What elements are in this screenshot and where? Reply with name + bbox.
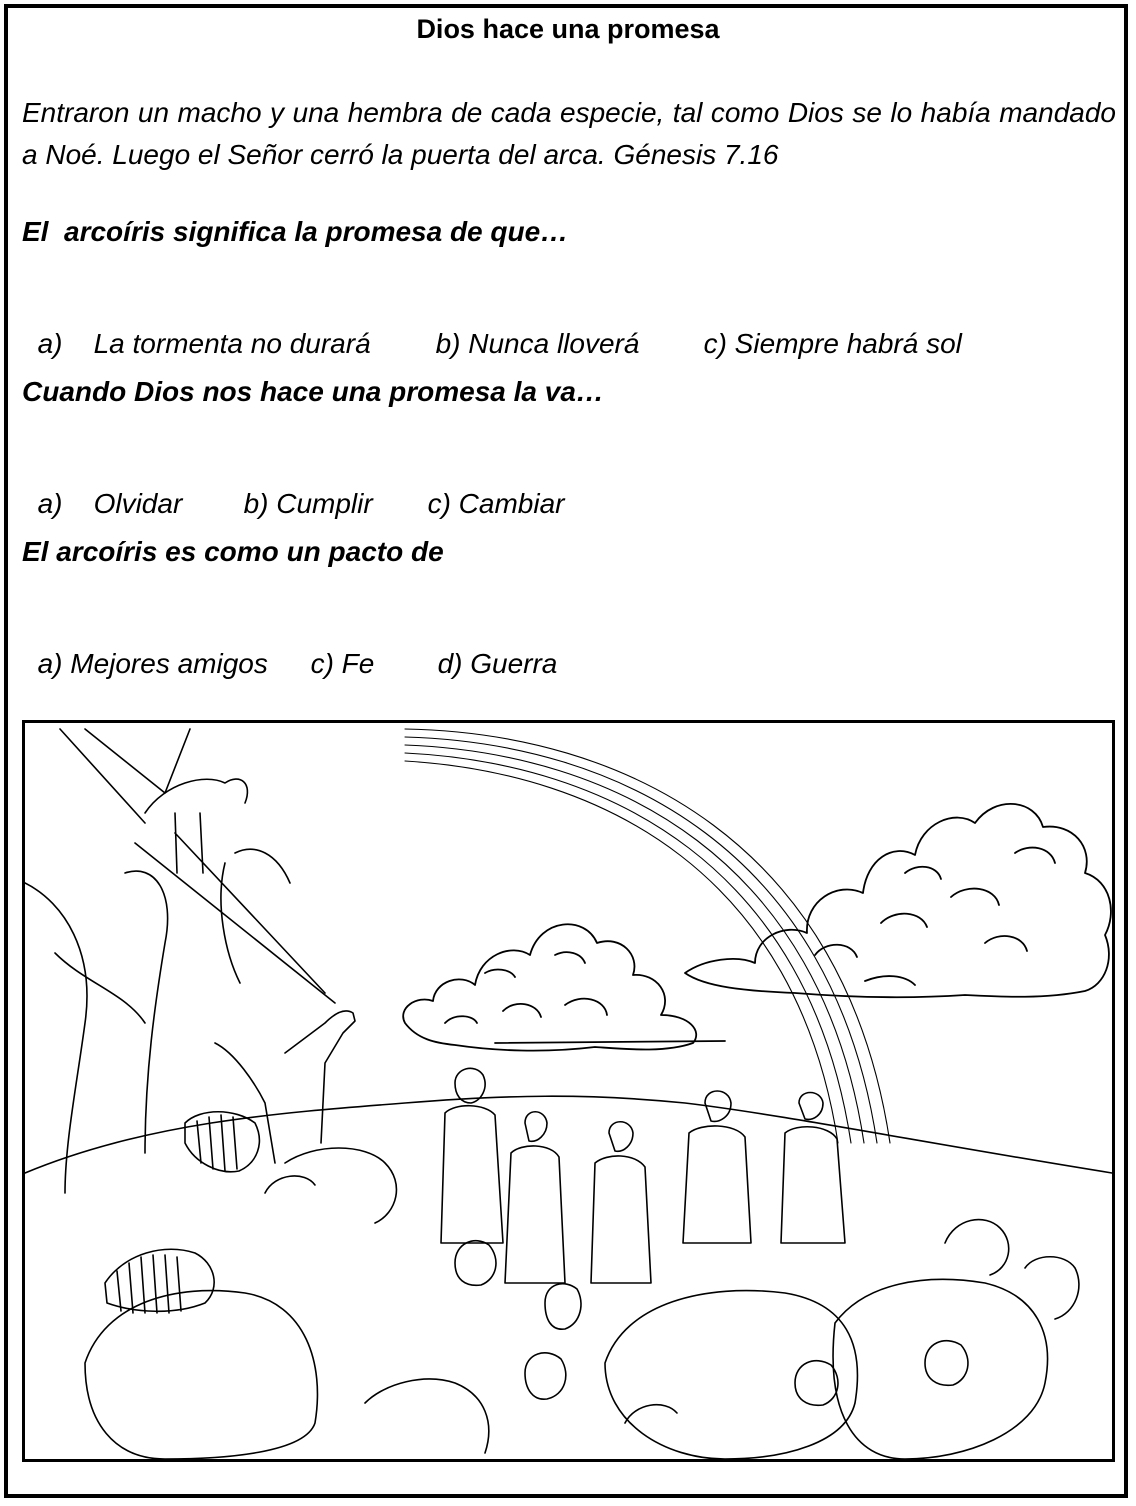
noah-ark-rainbow-coloring-icon <box>25 723 1112 1459</box>
large-cloud-icon <box>685 804 1111 997</box>
animals-icon <box>85 1148 1079 1459</box>
question-2-option-b[interactable]: b) Cumplir <box>243 488 373 519</box>
giraffe-icon <box>215 1011 355 1163</box>
question-3-option-d[interactable]: d) Guerra <box>437 648 558 679</box>
question-2-option-a[interactable]: a) Olvidar <box>37 488 183 519</box>
people-icon <box>441 1068 845 1283</box>
question-1-option-c[interactable]: c) Siempre habrá sol <box>703 328 962 359</box>
tree-icon <box>25 871 168 1193</box>
question-3-option-c[interactable]: c) Fe <box>310 648 375 679</box>
ark-beams-icon <box>60 729 335 1003</box>
question-1-option-b[interactable]: b) Nunca lloverá <box>435 328 640 359</box>
zebra-icon <box>105 1112 259 1313</box>
coloring-illustration <box>22 720 1115 1462</box>
question-1-option-a[interactable]: a) La tormenta no durará <box>37 328 371 359</box>
hills-icon <box>25 1096 1112 1173</box>
question-3-option-a[interactable]: a) Mejores amigos <box>37 648 268 679</box>
question-2: Cuando Dios nos hace una promesa la va… <box>22 376 604 407</box>
question-1-options <box>22 296 962 360</box>
small-cloud-icon <box>403 924 725 1050</box>
bible-verse: Entraron un macho y una hembra de cada especie, tal como Dios se lo había mandado a Noé. Luego el Señor cerró la puerta del arca. Génesis 7.16 <box>22 97 1116 170</box>
question-3: El arcoíris es como un pacto de <box>22 536 444 567</box>
question-3-options <box>22 616 557 680</box>
question-1: El arcoíris significa la promesa de que… <box>22 216 569 247</box>
page-title: Dios hace una promesa <box>416 14 720 44</box>
stork-icon <box>145 779 290 983</box>
question-2-options <box>22 456 564 520</box>
rainbow-icon <box>405 729 890 1143</box>
question-2-option-c[interactable]: c) Cambiar <box>427 488 565 519</box>
